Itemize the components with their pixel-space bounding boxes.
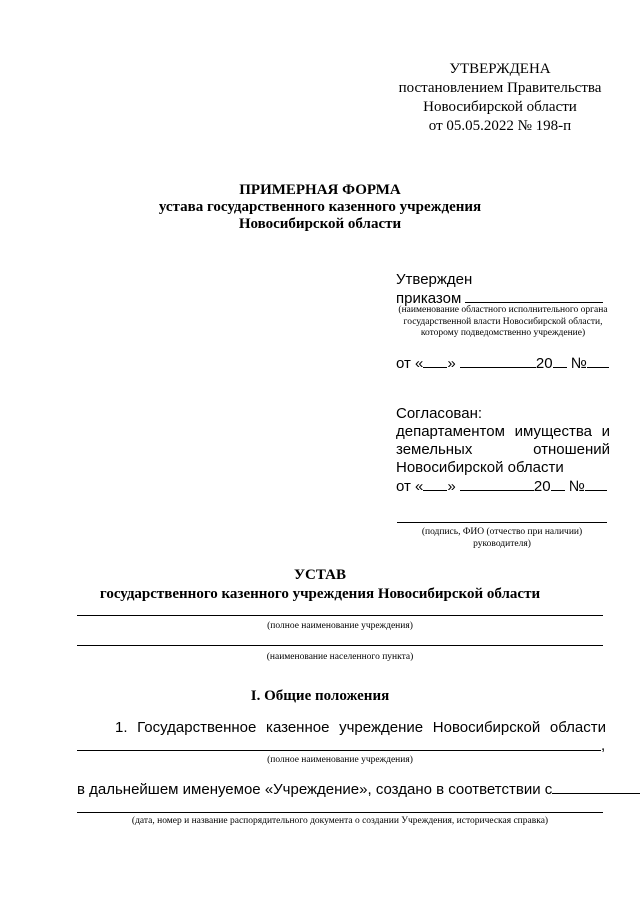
full-name-caption: (полное наименование учреждения): [267, 621, 413, 631]
approved-date-quote: »: [447, 355, 456, 372]
approved-month-blank[interactable]: [460, 354, 536, 368]
agreed-date-line: [396, 477, 610, 496]
agreed-word: имущества: [514, 423, 592, 440]
approved-date-from: от «: [396, 355, 424, 372]
p1-word: 1. Государственное: [115, 719, 257, 736]
approval-stamp: [350, 60, 640, 136]
approved-number-blank[interactable]: [587, 354, 609, 368]
agreed-word: и: [601, 423, 611, 440]
approval-heading: УТВЕРЖДЕНА: [449, 61, 551, 77]
agreed-day-blank[interactable]: [423, 477, 447, 491]
agreed-year-blank[interactable]: [551, 477, 565, 491]
locality-caption: (наименование населенного пункта): [266, 652, 414, 662]
agreed-line-2: [396, 441, 610, 459]
p1-word: казенное: [266, 719, 330, 736]
approved-order-text: приказом: [396, 290, 462, 307]
approval-line-1: постановлением Правительства: [398, 80, 602, 96]
agreed-date-from: от «: [396, 478, 424, 495]
p1-comma: ,: [601, 737, 606, 754]
p1-word: учреждение: [339, 719, 424, 736]
p2-caption: (дата, номер и название распорядительного документа о создании Учреждения, историческая справка): [131, 816, 549, 826]
agreed-label: Согласован:: [396, 405, 483, 422]
form-title-line-3: Новосибирской области: [238, 216, 402, 232]
paragraph-2-line: [77, 780, 640, 798]
signature-line[interactable]: [397, 522, 607, 523]
paragraph-1-line: [115, 719, 606, 736]
approved-year-blank[interactable]: [553, 354, 567, 368]
approved-year: 20: [535, 355, 553, 372]
approved-number-sign: №: [570, 355, 587, 372]
agreed-number-sign: №: [568, 478, 585, 495]
agreed-word: отношений: [533, 441, 610, 458]
agreed-line-3: Новосибирской области: [396, 459, 564, 476]
p1-caption: (полное наименование учреждения): [267, 755, 413, 765]
approved-day-blank[interactable]: [423, 354, 447, 368]
agreed-line-1: [396, 423, 610, 441]
approval-line-3: от 05.05.2022 № 198-п: [428, 118, 572, 134]
agreed-word: земельных: [396, 441, 473, 458]
approved-date-line: [396, 354, 610, 373]
approved-label: Утвержден: [396, 271, 473, 288]
agreed-date-quote: »: [447, 478, 456, 495]
approved-block: [396, 271, 610, 308]
p2-blank[interactable]: [552, 780, 640, 794]
agreed-word: департаментом: [396, 423, 505, 440]
institution-name-line[interactable]: [77, 750, 601, 751]
charter-subtitle: государственного казенного учреждения Новосибирской области: [99, 586, 541, 602]
charter-heading: [0, 566, 640, 604]
form-title-line-1: ПРИМЕРНАЯ ФОРМА: [239, 182, 401, 198]
full-name-line[interactable]: [77, 615, 603, 616]
agreed-year: 20: [533, 478, 551, 495]
agreed-number-blank[interactable]: [585, 477, 607, 491]
signature-caption: (подпись, ФИО (отчество при наличии) руководителя): [421, 527, 583, 549]
form-title-line-2: устава государственного казенного учреждения: [158, 199, 482, 215]
p1-word: области: [549, 719, 607, 736]
locality-line[interactable]: [77, 645, 603, 646]
agreed-block: [396, 405, 610, 496]
charter-title: УСТАВ: [294, 567, 346, 583]
order-blank[interactable]: [465, 289, 603, 303]
agreed-month-blank[interactable]: [460, 477, 534, 491]
approved-caption: (наименование областного исполнительного органа государственной власти Новосибирской области, которому подведомственно учреждение): [398, 305, 608, 338]
p1-word: Новосибирской: [432, 719, 541, 736]
form-title: [0, 182, 640, 233]
decree-line[interactable]: [77, 812, 603, 813]
approval-line-2: Новосибирской области: [423, 99, 577, 115]
section-title: I. Общие положения: [250, 688, 390, 704]
p2-text: в дальнейшем именуемое «Учреждение», создано в соответствии с: [77, 781, 553, 798]
